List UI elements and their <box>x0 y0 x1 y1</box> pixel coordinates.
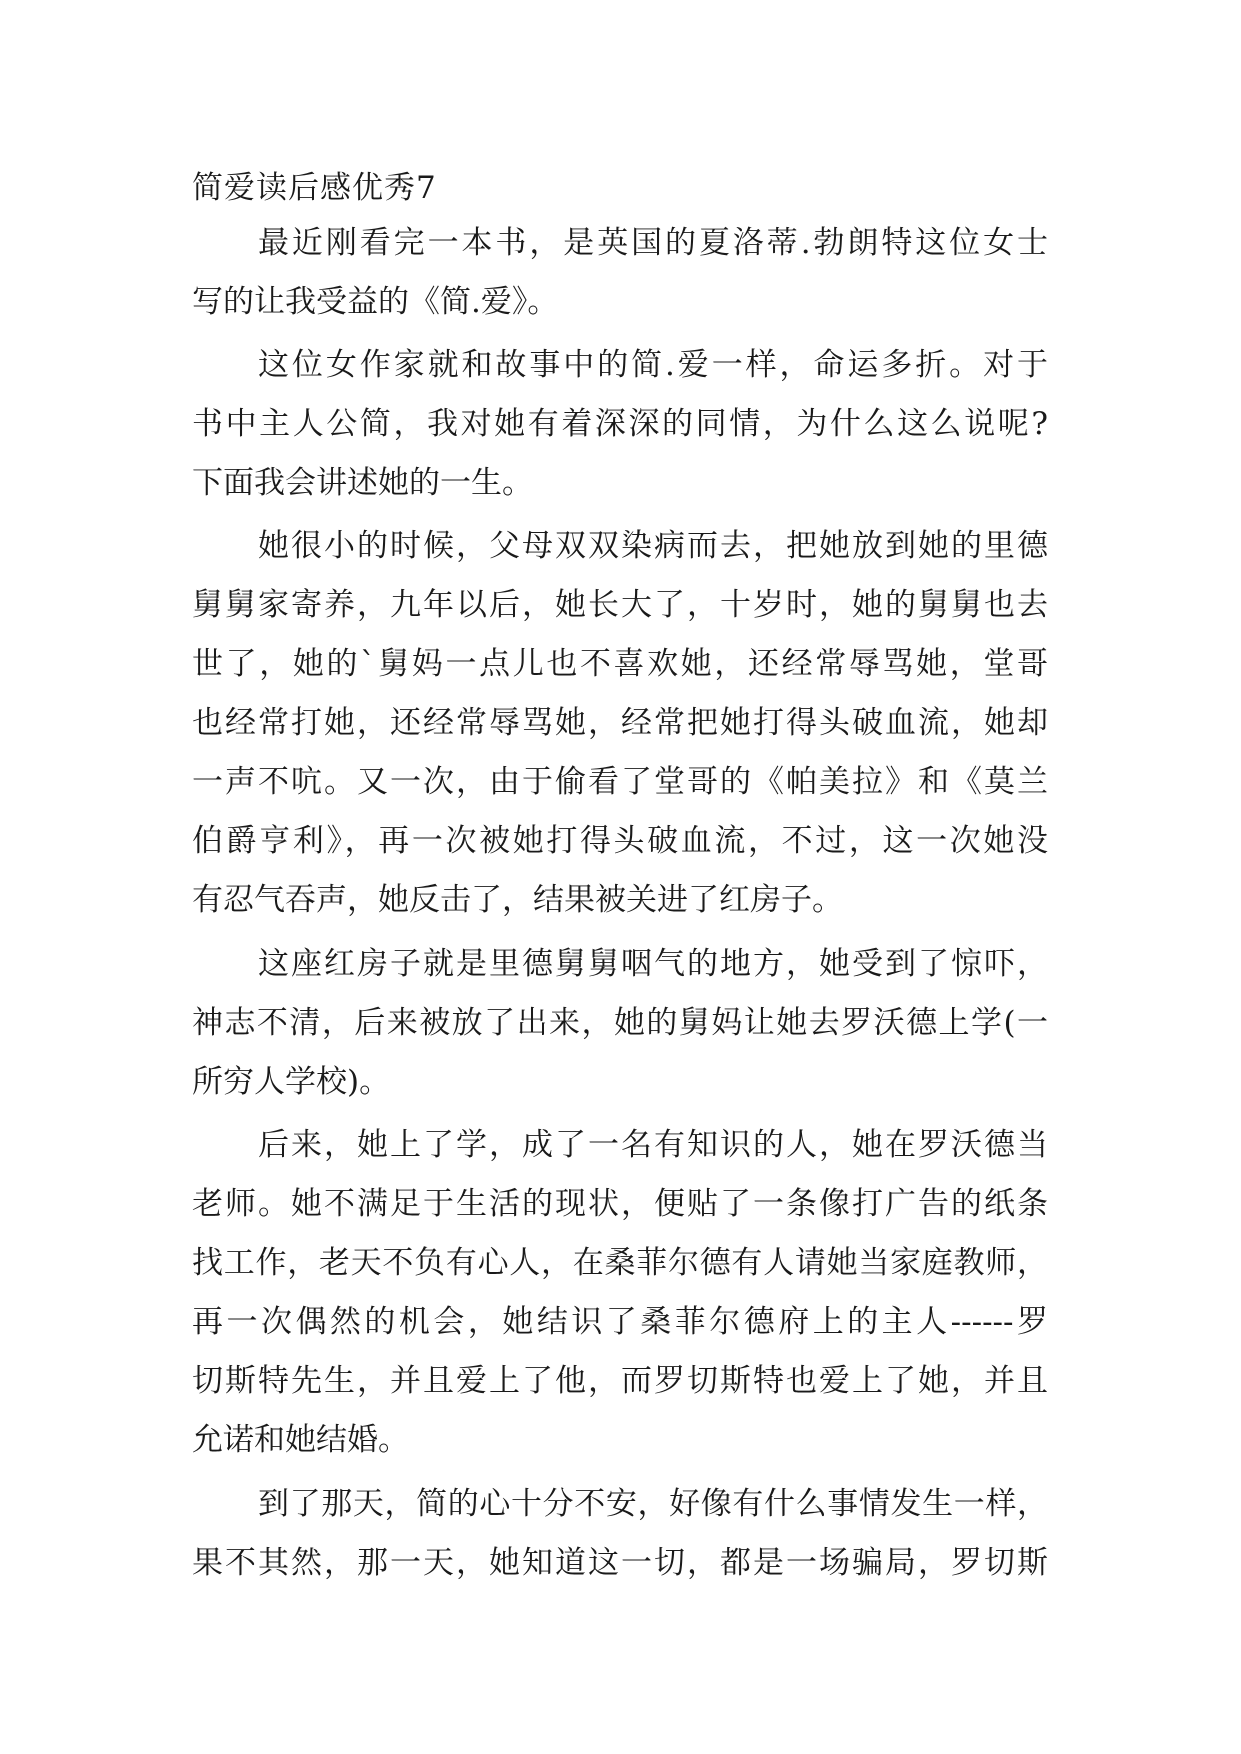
paragraph-line: 找工作，老天不负有心人，在桑菲尔德有人请她当家庭教师， <box>192 1245 1048 1281</box>
paragraph-line: 她很小的时候，父母双双染病而去，把她放到她的里德 <box>258 528 1048 564</box>
paragraph-line: 下面我会讲述她的一生。 <box>192 465 533 501</box>
paragraph-line: 一声不吭。又一次，由于偷看了堂哥的《帕美拉》和《莫兰 <box>192 764 1048 800</box>
paragraph-line: 后来，她上了学，成了一名有知识的人，她在罗沃德当 <box>258 1127 1048 1163</box>
paragraph-line: 也经常打她，还经常辱骂她，经常把她打得头破血流，她却 <box>192 705 1048 741</box>
paragraph-line: 书中主人公简，我对她有着深深的同情，为什么这么说呢? <box>192 406 1048 442</box>
paragraph-line: 到了那天，简的心十分不安，好像有什么事情发生一样， <box>258 1486 1048 1522</box>
paragraph-line: 切斯特先生，并且爱上了他，而罗切斯特也爱上了她，并且 <box>192 1363 1048 1399</box>
paragraph-line: 有忍气吞声，她反击了，结果被关进了红房子。 <box>192 882 843 918</box>
paragraph-line: 世了，她的`舅妈一点儿也不喜欢她，还经常辱骂她，堂哥 <box>192 646 1048 682</box>
paragraph-line: 写的让我受益的《简.爱》。 <box>192 284 559 320</box>
paragraph-line: 伯爵亨利》，再一次被她打得头破血流，不过，这一次她没 <box>192 823 1048 859</box>
paragraph-line: 再一次偶然的机会，她结识了桑菲尔德府上的主人------罗 <box>192 1304 1048 1340</box>
paragraph-line: 这座红房子就是里德舅舅咽气的地方，她受到了惊吓， <box>258 946 1048 982</box>
paragraph-line: 允诺和她结婚。 <box>192 1422 409 1458</box>
paragraph-line: 最近刚看完一本书，是英国的夏洛蒂.勃朗特这位女士 <box>258 225 1048 261</box>
paragraph-line: 果不其然，那一天，她知道这一切，都是一场骗局，罗切斯 <box>192 1545 1048 1581</box>
paragraph-line: 舅舅家寄养，九年以后，她长大了，十岁时，她的舅舅也去 <box>192 587 1048 623</box>
document-title: 简爱读后感优秀7 <box>192 170 437 206</box>
paragraph-line: 这位女作家就和故事中的简.爱一样，命运多折。对于 <box>258 347 1048 383</box>
paragraph-line: 老师。她不满足于生活的现状，便贴了一条像打广告的纸条 <box>192 1186 1048 1222</box>
paragraph-line: 所穷人学校)。 <box>192 1064 391 1100</box>
paragraph-line: 神志不清，后来被放了出来，她的舅妈让她去罗沃德上学(一 <box>192 1005 1048 1041</box>
